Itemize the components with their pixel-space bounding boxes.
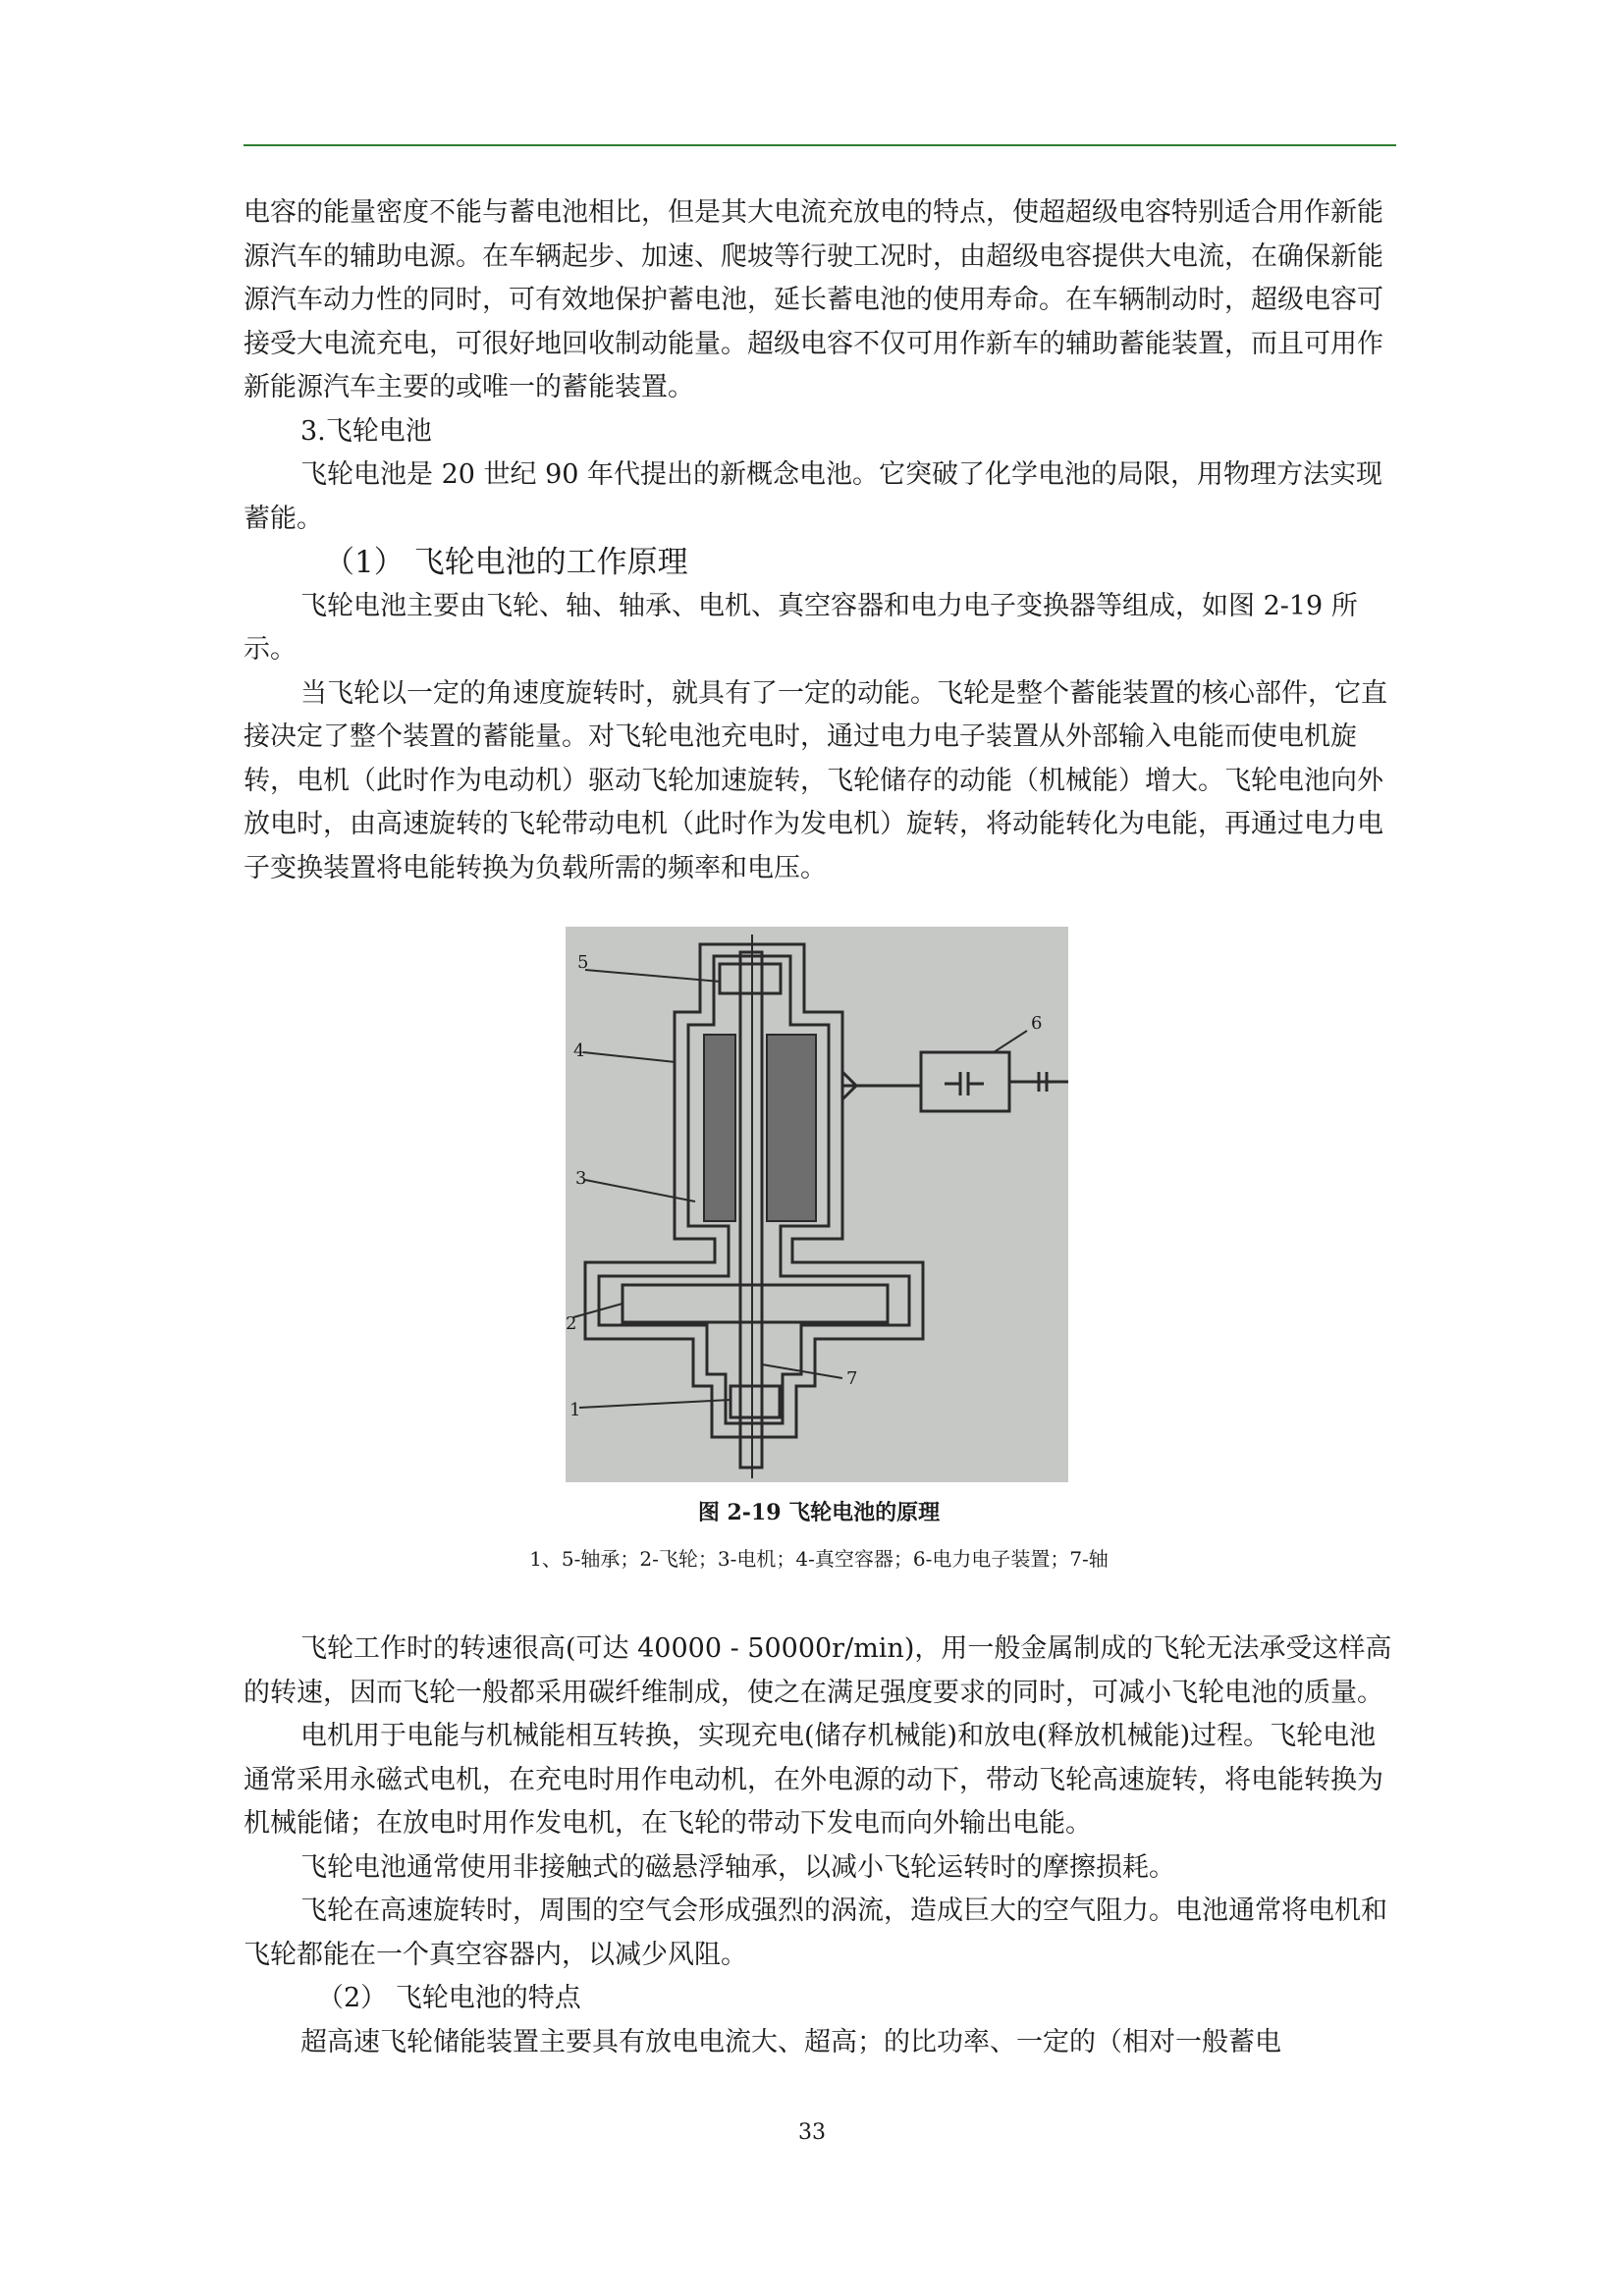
label-3: 3 xyxy=(575,1168,587,1189)
paragraph-supercap: 电容的能量密度不能与蓄电池相比，但是其大电流充放电的特点，使超超级电容特别适合用作新能源汽车的辅助电源。在车辆起步、加速、爬坡等行驶工况时，由超级电容提供大电流，在确保新能源汽车动力性的同时，可有效地保护蓄电池，延长蓄电池的使用寿命。在车辆制动时，超级电容可接受大电流充电，可很好地回收制动能量。超级电容不仅可用作新车的辅助蓄能装置，而且可用作新能源汽车主要的或唯一的蓄能装置。 xyxy=(244,197,1383,402)
leader-6 xyxy=(994,1031,1027,1052)
paragraph-features: 超高速飞轮储能装置主要具有放电电流大、超高；的比功率、一定的（相对一般蓄电 xyxy=(300,2026,1281,2057)
leader-3 xyxy=(585,1180,695,1201)
paragraph-bearing: 飞轮电池通常使用非接触式的磁悬浮轴承，以减小飞轮运转时的摩擦损耗。 xyxy=(300,1851,1175,1883)
page-number: 33 xyxy=(798,2120,826,2145)
vacuum-container-inner xyxy=(599,956,909,1423)
section-heading: 3.飞轮电池 xyxy=(300,415,432,447)
paragraph-vacuum: 飞轮在高速旋转时，周围的空气会形成强烈的涡流，造成巨大的空气阻力。电池通常将电机和飞轮都能在一个真空容器内，以减少风阻。 xyxy=(244,1896,1387,1970)
motor-right xyxy=(767,1035,816,1221)
leader-4 xyxy=(583,1052,676,1062)
figure-caption-legend: 1、5-轴承；2-飞轮；3-电机；4-真空容器；6-电力电子装置；7-轴 xyxy=(529,1547,1109,1571)
paragraph-principle-2: 当飞轮以一定的角速度旋转时，就具有了一定的动能。飞轮是整个蓄能装置的核心部件，它直接决定了整个装置的蓄能量。对飞轮电池充电时，通过电力电子装置从外部输入电能而使电机旋转，电机（此时作为电动机）驱动飞轮加速旋转，飞轮储存的动能（机械能）增大。飞轮电池向外放电时，由高速旋转的飞轮带动电机（此时作为发电机）旋转，将动能转化为电能，再通过电力电子变换装置将电能转换为负载所需的频率和电压。 xyxy=(244,677,1387,883)
flywheel-diagram-svg xyxy=(566,927,1068,1482)
leader-1 xyxy=(579,1400,731,1408)
power-electronics-box xyxy=(921,1052,1009,1111)
body-text-top xyxy=(244,191,1394,890)
label-2: 2 xyxy=(566,1313,577,1334)
lower-bearing xyxy=(731,1386,780,1417)
figure-caption-title: 图 2-19 飞轮电池的原理 xyxy=(697,1500,941,1525)
label-6: 6 xyxy=(1031,1013,1043,1034)
motor-left xyxy=(704,1035,735,1221)
subheading-features: （2） 飞轮电池的特点 xyxy=(317,1983,581,2013)
flywheel xyxy=(623,1285,888,1322)
subheading-working-principle: （1） 飞轮电池的工作原理 xyxy=(324,545,688,580)
body-text-bottom xyxy=(244,1628,1394,2064)
label-5: 5 xyxy=(577,952,589,973)
paragraph-speed: 飞轮工作时的转速很高(可达 40000 - 50000r/min)，用一般金属制成的飞轮无法承受这样高的转速，因而飞轮一般都采用碳纤维制成，使之在满足强度要求的同时，可减小飞轮电池的质量。 xyxy=(244,1633,1392,1708)
paragraph-motor: 电机用于电能与机械能相互转换，实现充电(储存机械能)和放电(释放机械能)过程。飞轮电池通常采用永磁式电机，在充电时用作电动机，在外电源的动下，带动飞轮高速旋转，将电能转换为机械能储；在放电时用作发电机，在飞轮的带动下发电而向外输出电能。 xyxy=(244,1721,1383,1839)
label-4: 4 xyxy=(573,1041,585,1061)
paragraph-intro: 飞轮电池是 20 世纪 90 年代提出的新概念电池。它突破了化学电池的局限，用物理方法实现蓄能。 xyxy=(244,459,1383,534)
paragraph-principle-1: 飞轮电池主要由飞轮、轴、轴承、电机、真空容器和电力电子变换器等组成，如图 2-19 所示。 xyxy=(244,590,1358,665)
flywheel-diagram xyxy=(566,927,1068,1482)
upper-bearing xyxy=(720,964,781,993)
label-7: 7 xyxy=(846,1368,858,1389)
header-rule xyxy=(244,144,1396,146)
label-1: 1 xyxy=(569,1400,581,1420)
